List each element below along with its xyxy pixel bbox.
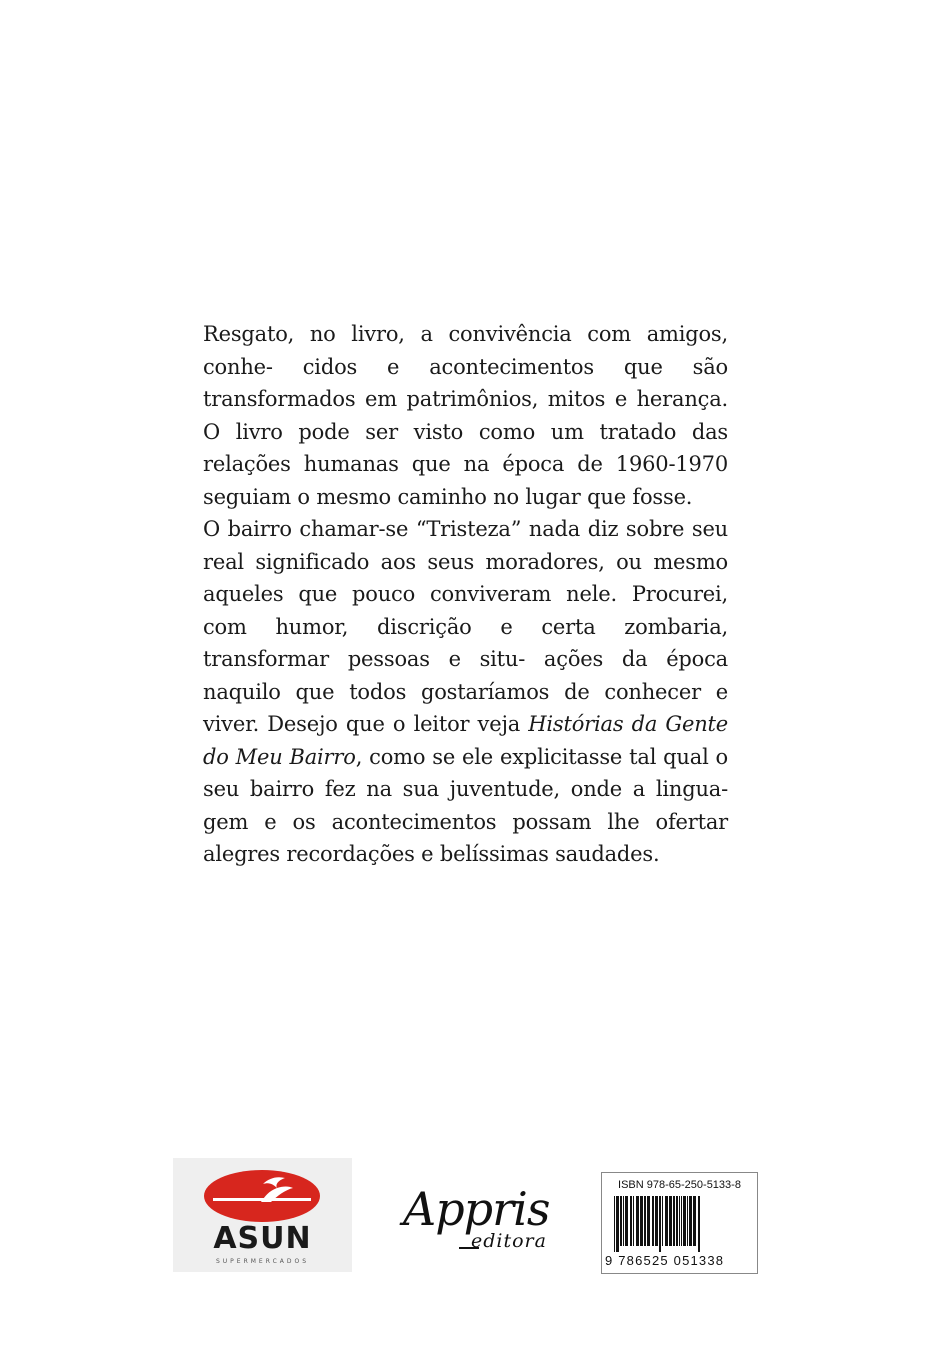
appris-wordmark: Appris	[403, 1182, 550, 1236]
barcode-icon	[610, 1196, 750, 1254]
blurb-text: , como se ele explicitasse tal qual o seu bairro fez na sua juventude, onde a lingua- gem e os acontecimentos possam lhe ofertar alegres recordações e belíssimas saudades.	[203, 744, 729, 866]
barcode-bar	[689, 1196, 692, 1246]
isbn-label: ISBN 978-65-250-5133-8	[618, 1179, 741, 1191]
blurb-line: cidos e acontecimentos que são transformados em	[203, 354, 728, 411]
asun-subtitle: SUPERMERCADOS	[215, 1258, 310, 1265]
barcode-bar	[640, 1196, 643, 1246]
barcode-bar	[633, 1196, 634, 1246]
barcode-bar	[625, 1196, 628, 1246]
barcode-bar	[662, 1196, 663, 1246]
book-title: Histórias da Gente do Meu Bairro	[203, 712, 728, 769]
barcode-bar	[698, 1196, 700, 1252]
blurb-line: que fosse.	[587, 484, 693, 509]
asun-logo	[173, 1158, 352, 1272]
barcode-bar	[659, 1196, 661, 1252]
barcode-bar	[676, 1196, 678, 1246]
barcode-bar	[636, 1196, 639, 1246]
barcode-bar	[681, 1196, 682, 1246]
barcode-bar	[644, 1196, 646, 1246]
barcode-bar	[683, 1196, 686, 1246]
barcode-bar	[669, 1196, 672, 1246]
barcode-bar	[623, 1196, 624, 1246]
barcode-digits: 9 786525 051338	[605, 1253, 725, 1268]
barcode-bar	[693, 1196, 696, 1246]
blurb-line: Resgato, no livro, a convivência com amigos, conhe-	[203, 322, 728, 379]
asun-bird-emblem-icon	[173, 1158, 352, 1228]
asun-wordmark: ASUN	[213, 1221, 312, 1256]
barcode-bar	[665, 1196, 668, 1246]
barcode-bar	[673, 1196, 675, 1246]
barcode-bar	[655, 1196, 658, 1246]
appris-subtitle: editora	[471, 1230, 547, 1252]
barcode-bar	[620, 1196, 622, 1246]
back-cover-blurb	[203, 318, 728, 871]
appris-logo	[393, 1178, 573, 1268]
blurb-line: de 1960-1970 seguiam o mesmo caminho no lugar	[203, 452, 728, 509]
barcode-bar	[679, 1196, 680, 1246]
blurb-line: como um tratado das relações humanas que na época	[203, 419, 728, 476]
blurb-paragraph-1	[203, 318, 728, 513]
barcode-bar	[647, 1196, 650, 1246]
barcode-bar	[687, 1196, 688, 1246]
barcode-bar	[652, 1196, 654, 1246]
barcode-bar	[616, 1196, 619, 1252]
blurb-text: O bairro chamar-se “Tristeza” nada diz sobre seu real significado aos seus moradores, ou mesmo aqueles que pouco conviveram nele. Procurei, com humor, discrição e certa zombaria, transformar pessoas e situ- ações da época naquilo que todos gostaríamos de conhecer e viver. Desejo que o leitor veja	[203, 517, 728, 736]
asun-red-oval	[204, 1170, 320, 1222]
barcode-bar	[614, 1196, 615, 1252]
blurb-paragraph-2	[203, 513, 728, 871]
appris-underline-icon	[393, 1178, 573, 1268]
barcode-bar	[630, 1196, 632, 1246]
isbn-barcode	[601, 1172, 758, 1274]
blurb-line: patrimônios, mitos e herança. O livro pode ser visto	[203, 387, 729, 444]
